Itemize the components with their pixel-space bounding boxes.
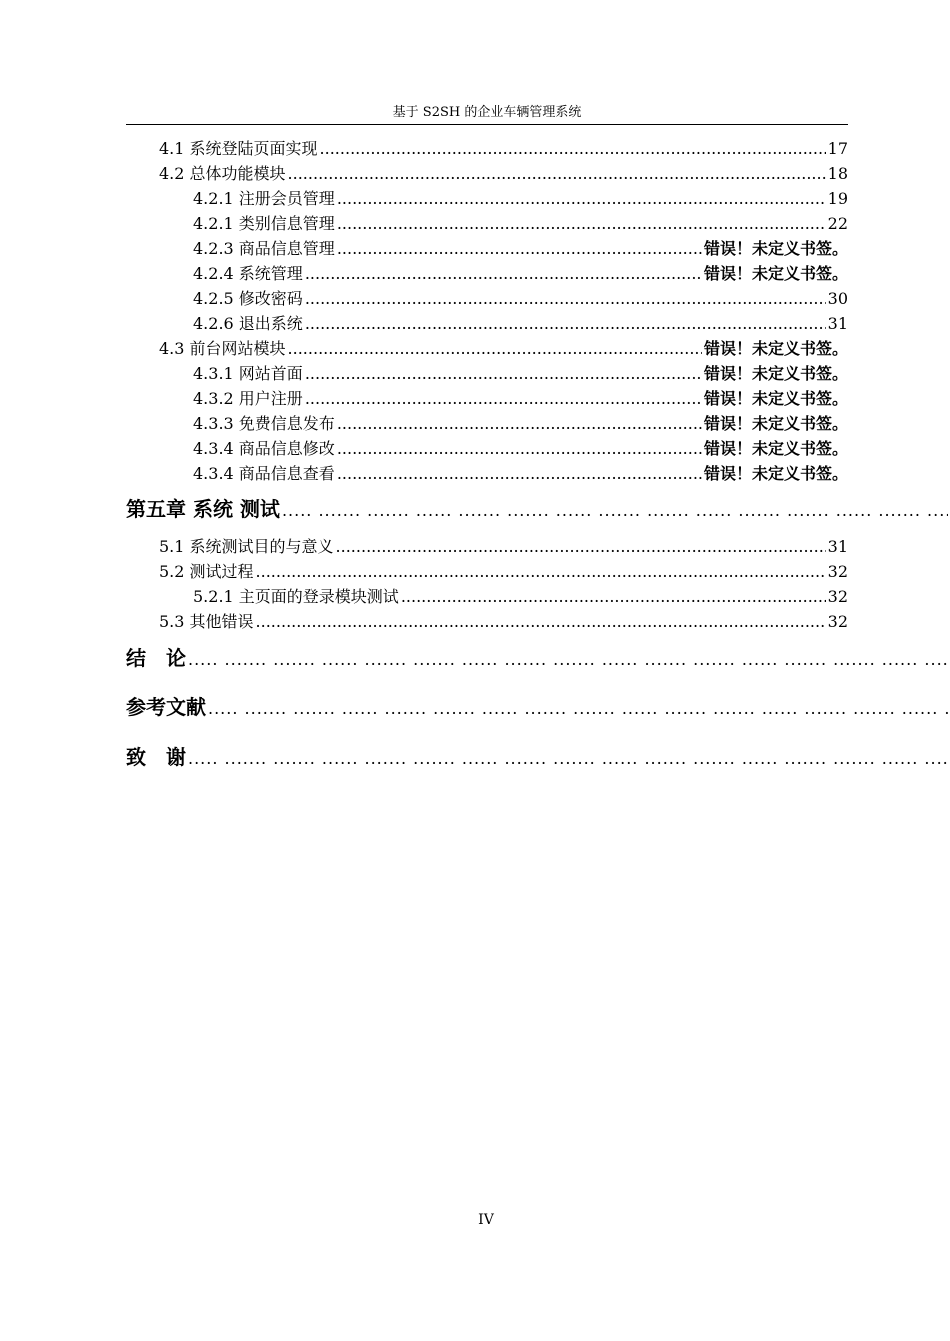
toc-entry[interactable]	[193, 236, 848, 261]
toc-entry-page: 32	[827, 612, 848, 631]
toc-leader-dots	[305, 389, 702, 408]
toc-entry-label: 第五章 系统 测试	[126, 497, 280, 521]
toc-entry-label: 5.3 其他错误	[159, 612, 254, 631]
toc-leader-dots	[320, 139, 826, 158]
toc-leader-dots	[288, 164, 826, 183]
toc-entry-page: 32	[827, 587, 848, 606]
toc-entry-error: 错误！未定义书签。	[703, 239, 848, 258]
toc-entry-label: 4.2 总体功能模块	[159, 164, 286, 183]
toc-entry-label: 4.3 前台网站模块	[159, 339, 286, 358]
toc-entry-label: 5.2.1 主页面的登录模块测试	[193, 587, 399, 606]
toc-entry-page: 31	[827, 314, 848, 333]
toc-entry[interactable]	[193, 461, 848, 486]
toc-entry[interactable]	[193, 261, 848, 286]
toc-entry-label: 4.2.6 退出系统	[193, 314, 303, 333]
toc-entry-page: 30	[827, 289, 848, 308]
toc-entry-label: 4.2.4 系统管理	[193, 264, 303, 283]
toc-leader-dots	[337, 464, 702, 483]
toc-entry[interactable]	[193, 286, 848, 311]
toc-entry[interactable]	[193, 361, 848, 386]
toc-entry-label: 4.2.1 类别信息管理	[193, 214, 335, 233]
toc-entry[interactable]	[159, 559, 848, 584]
page-number: IV	[478, 1212, 494, 1228]
toc-entry-label: 参考文献	[126, 695, 206, 719]
toc-entry[interactable]	[193, 436, 848, 461]
toc-leader-dots	[208, 699, 948, 718]
toc-chapter-entry[interactable]	[126, 642, 950, 672]
toc-chapter-entry[interactable]	[126, 493, 950, 523]
toc-leader-dots	[256, 562, 826, 581]
header-rule	[126, 124, 848, 125]
toc-entry[interactable]	[159, 136, 848, 161]
toc-entry-error: 错误！未定义书签。	[703, 389, 848, 408]
toc-entry-error: 错误！未定义书签。	[703, 364, 848, 383]
toc-entry[interactable]	[193, 211, 848, 236]
toc-entry[interactable]	[193, 411, 848, 436]
toc-entry-label: 致 谢	[126, 745, 186, 769]
toc-entry-page: 19	[827, 189, 848, 208]
page-header: 基于 S2SH 的企业车辆管理系统	[392, 105, 582, 120]
toc-entry[interactable]	[193, 386, 848, 411]
toc-leader-dots	[305, 264, 702, 283]
toc-entry-label: 4.3.2 用户注册	[193, 389, 303, 408]
toc-entry-page: 18	[827, 164, 848, 183]
toc-leader-dots	[282, 501, 948, 520]
toc-entry-label: 结 论	[126, 646, 186, 670]
toc-entry[interactable]	[193, 584, 848, 609]
toc-chapter-entry[interactable]	[126, 691, 950, 721]
toc-entry-page: 32	[827, 562, 848, 581]
toc-entry[interactable]	[159, 609, 848, 634]
toc-leader-dots	[288, 339, 702, 358]
toc-leader-dots	[337, 414, 702, 433]
toc-entry-label: 4.3.4 商品信息查看	[193, 464, 335, 483]
toc-leader-dots	[336, 537, 826, 556]
toc-leader-dots	[305, 289, 826, 308]
toc-entry-label: 4.3.4 商品信息修改	[193, 439, 335, 458]
toc-entry-error: 错误！未定义书签。	[703, 339, 848, 358]
toc-leader-dots	[337, 439, 702, 458]
toc-entry[interactable]	[159, 336, 848, 361]
toc-entry[interactable]	[159, 534, 848, 559]
toc-leader-dots	[305, 364, 702, 383]
toc-entry-label: 5.1 系统测试目的与意义	[159, 537, 334, 556]
toc-entry-label: 4.3.1 网站首面	[193, 364, 303, 383]
toc-leader-dots	[337, 239, 702, 258]
toc-entry-label: 5.2 测试过程	[159, 562, 254, 581]
toc-chapter-entry[interactable]	[126, 741, 950, 771]
toc-leader-dots	[256, 612, 826, 631]
toc-entry-error: 错误！未定义书签。	[703, 264, 848, 283]
toc-leader-dots	[188, 749, 948, 768]
toc-leader-dots	[337, 214, 826, 233]
toc-leader-dots	[401, 587, 826, 606]
toc-leader-dots	[337, 189, 826, 208]
toc-entry-label: 4.2.3 商品信息管理	[193, 239, 335, 258]
toc-entry[interactable]	[159, 161, 848, 186]
toc-entry-page: 31	[827, 537, 848, 556]
toc-leader-dots	[188, 650, 948, 669]
toc-entry-page: 17	[827, 139, 848, 158]
toc-entry[interactable]	[193, 186, 848, 211]
toc-entry-label: 4.3.3 免费信息发布	[193, 414, 335, 433]
toc-entry-page: 22	[827, 214, 848, 233]
toc-entry-error: 错误！未定义书签。	[703, 439, 848, 458]
toc-entry-label: 4.2.5 修改密码	[193, 289, 303, 308]
toc-entry-label: 4.1 系统登陆页面实现	[159, 139, 318, 158]
toc-entry-error: 错误！未定义书签。	[703, 414, 848, 433]
toc-entry-label: 4.2.1 注册会员管理	[193, 189, 335, 208]
toc-leader-dots	[305, 314, 826, 333]
toc-entry-error: 错误！未定义书签。	[703, 464, 848, 483]
toc-entry[interactable]	[193, 311, 848, 336]
